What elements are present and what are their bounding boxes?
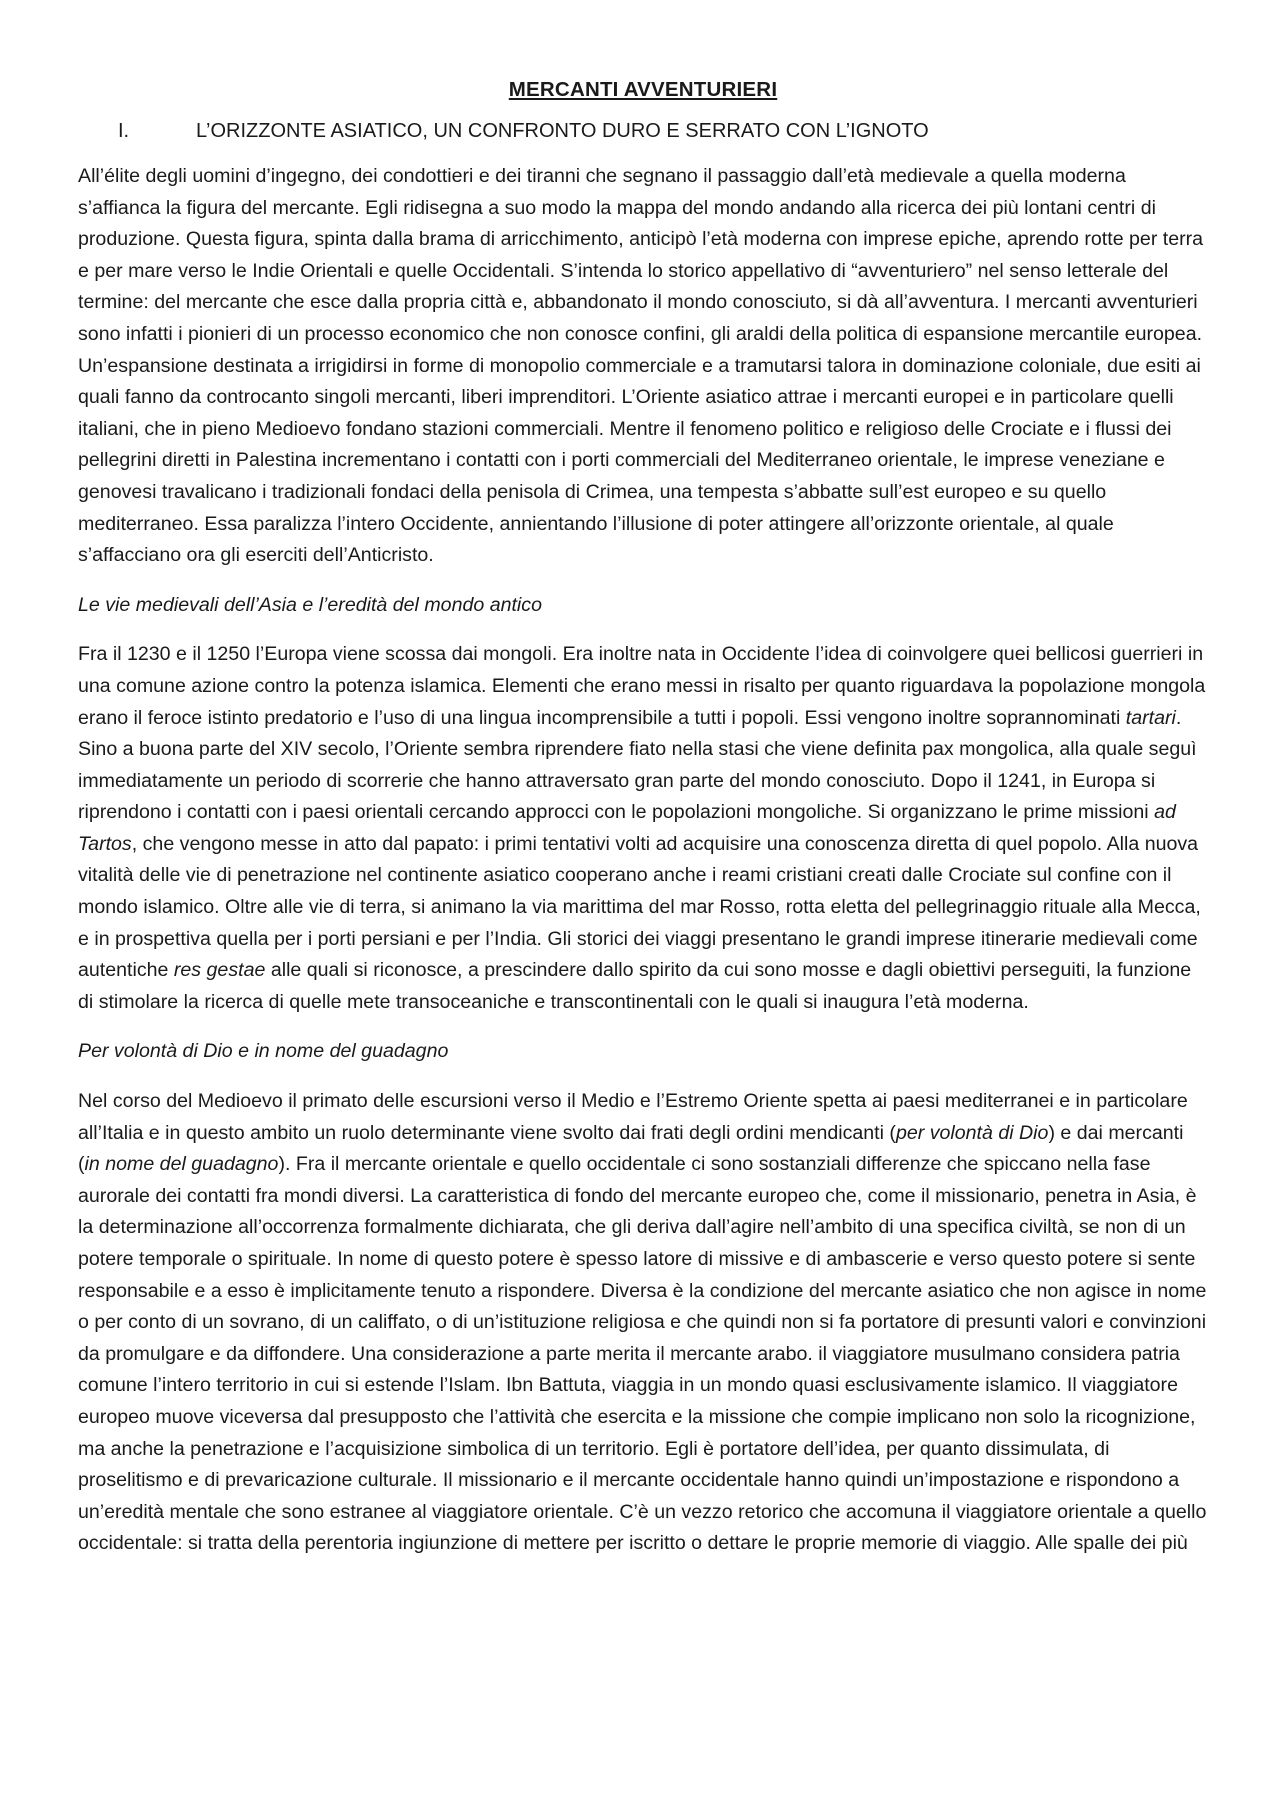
italic-term: res gestae: [173, 959, 266, 982]
text-run: . Sino a buona parte del XIV secolo, l’Oriente sembra riprendere fiato nella stasi che viene definita pax mongolica, alla quale seguì immediatamente un periodo di scorrerie che hanno attraversato gran parte del mondo conosciuto. Dopo il 1241, in Europa si riprendono i contatti con i paesi orientali cercando approcci con le popolazioni mongoliche. Si organizzano le prime missioni: [78, 706, 1197, 824]
text-run: alle quali si riconosce, a prescindere dallo spirito da cui sono mosse e dagli obiettivi perseguiti, la funzione di stimolare la ricerca di quelle mete transoceaniche e transcontinentali con le quali si inaugura l’età moderna.: [78, 959, 1192, 1013]
text-run: ) e dai mercanti (: [78, 1121, 1184, 1176]
document-title: MERCANTI AVVENTURIERI: [508, 78, 778, 101]
text-run: ). Fra il mercante orientale e quello occidentale ci sono sostanziali differenze che spiccano nella fase aurorale dei contatti fra mondi diversi. La caratteristica di fondo del mercante europeo che, come il missionario, penetra in Asia, è la determinazione all’occorrenza formalmente dichiarata, che gli deriva dall’agire nell’ambito di una specifica civiltà, se non di un potere temporale o spirituale. In nome di questo potere è spesso latore di missive e di ambascerie e verso questo potere si sente responsabile e a esso è implicitamente tenuto a rispondere. Diversa è la condizione del mercante asiatico che non agisce in nome o per conto di un sovrano, di un califfato, o di un’istituzione religiosa e che quindi non si fa portatore di presunti valori e convinzioni da promulgare e da diffondere. Una considerazione a parte merita il mercante arabo. il viaggiatore musulmano considera patria comune l’intero territorio in cui si estende l’Islam. Ibn Battuta, viaggia in un mondo quasi esclusivamente islamico. Il viaggiatore europeo muove viceversa dal presupposto che l’attività che esercita e la missione che compie implicano non solo la ricognizione, ma anche la penetrazione e l’acquisizione simbolica di un territorio. Egli è portatore dell’idea, per quanto dissimulata, di proselitismo e di prevaricazione culturale. Il missionario e il mercante occidentale hanno quindi un’impostazione e rispondono a un’eredità mentale che sono estranee al viaggiatore orientale. C’è un vezzo retorico che accomuna il viaggiatore orientale a quello occidentale: si tratta della perentoria ingiunzione di mettere per iscritto o dettare le proprie memorie di viaggio. Alle spalle dei più: [78, 1153, 1207, 1555]
section-heading: [78, 120, 1208, 143]
text-run: Nel corso del Medioevo il primato delle escursioni verso il Medio e l’Estremo Oriente spetta ai paesi mediterranei e in particolare all’Italia e in questo ambito un ruolo determinante viene svolto dai frati degli ordini mendicanti (: [78, 1090, 1188, 1144]
subsection-heading-volonta-di-dio: Per volontà di Dio e in nome del guadagno: [78, 1040, 449, 1063]
italic-term: tartari: [1125, 706, 1176, 729]
paragraph-medioevo: [78, 1086, 1208, 1560]
italic-term: in nome del guadagno: [84, 1153, 279, 1176]
section-title: L’ORIZZONTE ASIATICO, UN CONFRONTO DURO E SERRATO CON L’IGNOTO: [196, 120, 929, 142]
text-run: Fra il 1230 e il 1250 l’Europa viene scossa dai mongoli. Era inoltre nata in Occidente l’idea di coinvolgere quei bellicosi guerrieri in una comune azione contro la potenza islamica. Elementi che erano messi in risalto per quanto riguardava la popolazione mongola erano il feroce istinto predatorio e l’uso di una lingua incomprensibile a tutti i popoli. Essi vengono inoltre soprannominati: [78, 643, 1206, 729]
italic-term: per volontà di Dio: [895, 1121, 1049, 1144]
intro-paragraph: All’élite degli uomini d’ingegno, dei condottieri e dei tiranni che segnano il passaggio dall’età medievale a quella moderna s’affianca la figura del mercante. Egli ridisegna a suo modo la mappa del mondo andando alla ricerca dei più lontani centri di produzione. Questa figura, spinta dalla brama di arricchimento, anticipò l’età moderna con imprese epiche, aprendo rotte per terra e per mare verso le Indie Orientali e quelle Occidentali. S’intenda lo storico appellativo di “avventuriero” nel senso letterale del termine: del mercante che esce dalla propria città e, abbandonato il mondo conosciuto, si dà all’avventura. I mercanti avventurieri sono infatti i pionieri di un processo economico che non conosce confini, gli araldi della politica di espansione mercantile europea. Un’espansione destinata a irrigidirsi in forme di monopolio commerciale e a tramutarsi talora in dominazione coloniale, due esiti ai quali fanno da controcanto singoli mercanti, liberi imprenditori. L’Oriente asiatico attrae i mercanti europei e in particolare quelli italiani, che in pieno Medioevo fondano stazioni commerciali. Mentre il fenomeno politico e religioso delle Crociate e i flussi dei pellegrini diretti in Palestina incrementano i contatti con i porti commerciali del Mediterraneo orientale, le imprese veneziane e genovesi travalicano i tradizionali fondaci della penisola di Crimea, una tempesta s’abbatte sull’est europeo e su quello mediterraneo. Essa paralizza l’intero Occidente, annientando l’illusione di poter attingere all’orizzonte orientale, al quale s’affacciano ora gli eserciti dell’Anticristo.: [78, 165, 1204, 567]
subsection-heading-vie-medievali: Le vie medievali dell’Asia e l’eredità del mondo antico: [78, 593, 542, 616]
paragraph-mongoli: [78, 639, 1208, 1018]
text-run: , che vengono messe in atto dal papato: i primi tentativi volti ad acquisire una conoscenza diretta di quel popolo. Alla nuova vitalità delle vie di penetrazione nel continente asiatico cooperano anche i reami cristiani creati dalle Crociate sul confine con il mondo islamico. Oltre alle vie di terra, si animano la via marittima del mar Rosso, rotta eletta del pellegrinaggio rituale alla Mecca, e in prospettiva quella per i porti persiani e per l’India. Gli storici dei viaggi presentano le grandi imprese itinerarie medievali come autentiche: [78, 832, 1201, 982]
document-body: [78, 78, 1208, 1578]
section-number: I.: [118, 120, 130, 142]
italic-term: ad Tartos: [78, 801, 1176, 855]
